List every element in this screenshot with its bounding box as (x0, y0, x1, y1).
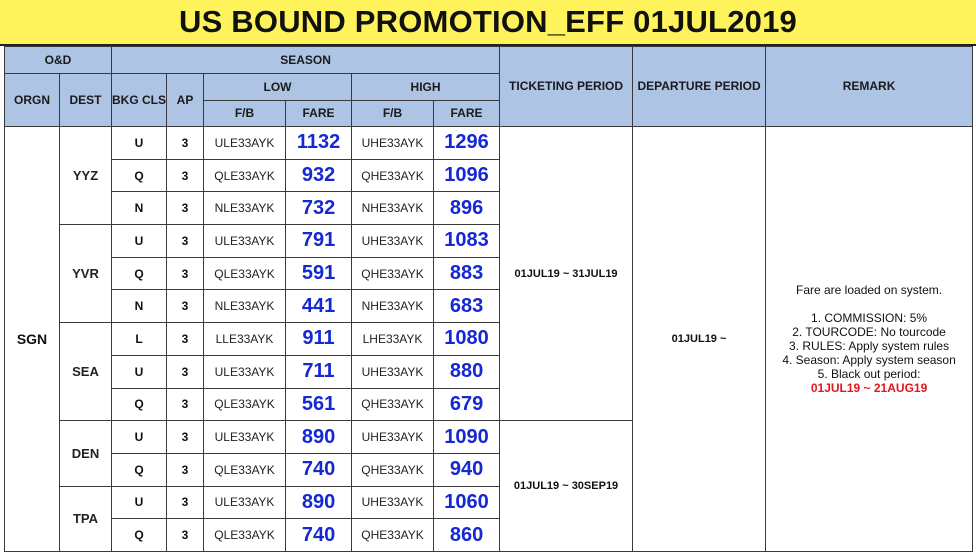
origin-cell: SGN (5, 127, 60, 552)
header-bkg-cls: BKG CLS (112, 74, 167, 127)
ap-cell: 3 (167, 388, 204, 421)
remark-line: 5. Black out period: (817, 366, 921, 381)
high-fb-cell: NHE33AYK (352, 290, 434, 323)
high-fare-cell: 1060 (434, 486, 500, 519)
header-od: O&D (5, 47, 112, 74)
bkg-cls-cell: Q (112, 388, 167, 421)
low-fare-cell: 932 (286, 159, 352, 192)
low-fare-cell: 791 (286, 225, 352, 258)
low-fb-cell: ULE33AYK (204, 225, 286, 258)
low-fb-cell: QLE33AYK (204, 453, 286, 486)
low-fb-cell: QLE33AYK (204, 257, 286, 290)
low-fb-cell: QLE33AYK (204, 388, 286, 421)
low-fb-cell: NLE33AYK (204, 290, 286, 323)
high-fare-cell: 896 (434, 192, 500, 225)
header-dest: DEST (60, 74, 112, 127)
high-fb-cell: LHE33AYK (352, 323, 434, 356)
high-fb-cell: UHE33AYK (352, 355, 434, 388)
header-remark: REMARK (766, 47, 973, 127)
low-fare-cell: 740 (286, 519, 352, 552)
low-fb-cell: QLE33AYK (204, 159, 286, 192)
blackout-period: 01JUL19 ~ 21AUG19 (810, 380, 928, 395)
ap-cell: 3 (167, 519, 204, 552)
header-ticketing-period: TICKETING PERIOD (500, 47, 633, 127)
ap-cell: 3 (167, 225, 204, 258)
bkg-cls-cell: U (112, 225, 167, 258)
table-row (5, 127, 973, 160)
low-fare-cell: 591 (286, 257, 352, 290)
bkg-cls-cell: U (112, 486, 167, 519)
low-fb-cell: QLE33AYK (204, 519, 286, 552)
low-fb-cell: ULE33AYK (204, 421, 286, 454)
high-fb-cell: QHE33AYK (352, 453, 434, 486)
bkg-cls-cell: Q (112, 257, 167, 290)
high-fb-cell: QHE33AYK (352, 519, 434, 552)
low-fare-cell: 911 (286, 323, 352, 356)
high-fare-cell: 1090 (434, 421, 500, 454)
remark-intro: Fare are loaded on system. (796, 282, 943, 297)
low-fare-cell: 711 (286, 355, 352, 388)
header-high-fare: FARE (434, 101, 500, 127)
dest-cell: SEA (60, 323, 112, 421)
bkg-cls-cell: L (112, 323, 167, 356)
low-fb-cell: NLE33AYK (204, 192, 286, 225)
bkg-cls-cell: N (112, 290, 167, 323)
header-season: SEASON (112, 47, 500, 74)
high-fb-cell: UHE33AYK (352, 127, 434, 160)
low-fb-cell: LLE33AYK (204, 323, 286, 356)
bkg-cls-cell: U (112, 421, 167, 454)
low-fb-cell: ULE33AYK (204, 127, 286, 160)
ap-cell: 3 (167, 355, 204, 388)
dest-cell: YYZ (60, 127, 112, 225)
ap-cell: 3 (167, 257, 204, 290)
bkg-cls-cell: U (112, 127, 167, 160)
low-fare-cell: 441 (286, 290, 352, 323)
remark-line: 4. Season: Apply system season (782, 352, 956, 367)
high-fb-cell: UHE33AYK (352, 225, 434, 258)
header-orgn: ORGN (5, 74, 60, 127)
high-fb-cell: QHE33AYK (352, 159, 434, 192)
bkg-cls-cell: Q (112, 519, 167, 552)
bkg-cls-cell: Q (112, 159, 167, 192)
high-fb-cell: UHE33AYK (352, 486, 434, 519)
ap-cell: 3 (167, 127, 204, 160)
dest-cell: DEN (60, 421, 112, 486)
high-fb-cell: QHE33AYK (352, 257, 434, 290)
remark-line: 3. RULES: Apply system rules (789, 338, 950, 353)
bkg-cls-cell: Q (112, 453, 167, 486)
high-fb-cell: NHE33AYK (352, 192, 434, 225)
ap-cell: 3 (167, 290, 204, 323)
header-ap: AP (167, 74, 204, 127)
remark-line: 2. TOURCODE: No tourcode (792, 324, 946, 339)
dest-cell: YVR (60, 225, 112, 323)
high-fb-cell: QHE33AYK (352, 388, 434, 421)
ap-cell: 3 (167, 453, 204, 486)
low-fare-cell: 890 (286, 486, 352, 519)
ap-cell: 3 (167, 486, 204, 519)
low-fare-cell: 890 (286, 421, 352, 454)
high-fare-cell: 683 (434, 290, 500, 323)
ap-cell: 3 (167, 323, 204, 356)
remark-line: 1. COMMISSION: 5% (811, 310, 928, 325)
high-fare-cell: 1083 (434, 225, 500, 258)
high-fare-cell: 860 (434, 519, 500, 552)
ap-cell: 3 (167, 421, 204, 454)
low-fare-cell: 561 (286, 388, 352, 421)
low-fb-cell: ULE33AYK (204, 355, 286, 388)
header-low-fare: FARE (286, 101, 352, 127)
bkg-cls-cell: N (112, 192, 167, 225)
ap-cell: 3 (167, 159, 204, 192)
header-high: HIGH (352, 74, 500, 101)
page-title: US BOUND PROMOTION_EFF 01JUL2019 (0, 0, 976, 46)
header-low: LOW (204, 74, 352, 101)
high-fare-cell: 1096 (434, 159, 500, 192)
departure-period-cell: 01JUL19 ~ (633, 127, 766, 552)
high-fare-cell: 940 (434, 453, 500, 486)
bkg-cls-cell: U (112, 355, 167, 388)
header-high-fb: F/B (352, 101, 434, 127)
ticketing-period-cell: 01JUL19 ~ 30SEP19 (500, 421, 633, 552)
fare-table (4, 46, 973, 552)
ap-cell: 3 (167, 192, 204, 225)
low-fb-cell: ULE33AYK (204, 486, 286, 519)
high-fare-cell: 1080 (434, 323, 500, 356)
high-fare-cell: 679 (434, 388, 500, 421)
high-fare-cell: 1296 (434, 127, 500, 160)
header-departure-period: DEPARTURE PERIOD (633, 47, 766, 127)
remark-cell (766, 127, 973, 552)
low-fare-cell: 1132 (286, 127, 352, 160)
ticketing-period-cell: 01JUL19 ~ 31JUL19 (500, 127, 633, 421)
low-fare-cell: 732 (286, 192, 352, 225)
dest-cell: TPA (60, 486, 112, 551)
high-fb-cell: UHE33AYK (352, 421, 434, 454)
low-fare-cell: 740 (286, 453, 352, 486)
high-fare-cell: 880 (434, 355, 500, 388)
high-fare-cell: 883 (434, 257, 500, 290)
header-low-fb: F/B (204, 101, 286, 127)
